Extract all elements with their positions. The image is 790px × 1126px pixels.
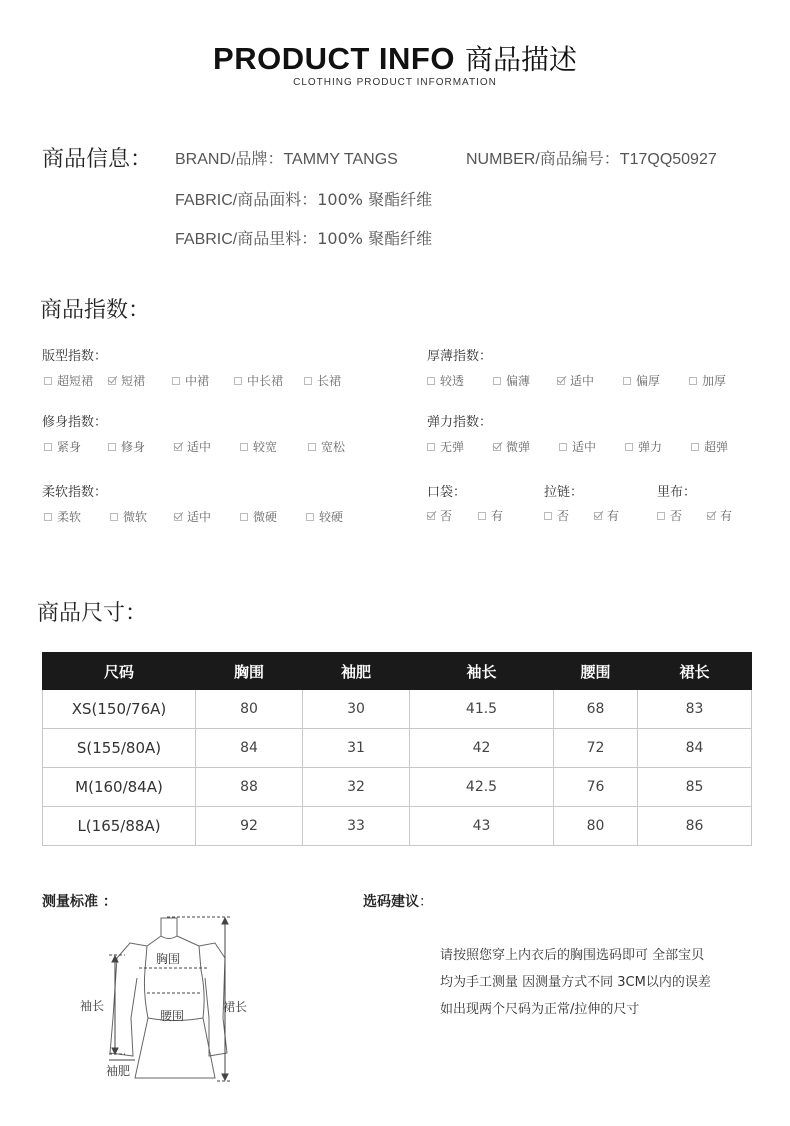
checkbox-icon[interactable] — [304, 377, 312, 385]
index-options — [427, 438, 751, 455]
waist-label: 腰围 — [160, 1009, 185, 1023]
checkbox-icon[interactable] — [108, 443, 116, 451]
checkbox-icon[interactable] — [240, 513, 248, 521]
size-cell: L(165/88A) — [43, 807, 196, 846]
index-option-label: 修身 — [121, 440, 146, 454]
index-label: 柔软指数： — [42, 485, 108, 500]
column-header: 袖肥 — [303, 653, 410, 690]
index-option-label: 超短裙 — [57, 374, 94, 388]
checkbox-icon[interactable] — [623, 377, 631, 385]
measure-cell: 42.5 — [410, 768, 554, 807]
checkbox-icon[interactable] — [427, 443, 435, 451]
indices-heading: 商品指数： — [40, 298, 151, 323]
sizes-heading: 商品尺寸： — [37, 601, 148, 626]
index-option[interactable] — [689, 372, 749, 389]
index-option[interactable] — [478, 507, 518, 524]
checked-box-icon[interactable] — [557, 377, 565, 385]
index-option-label: 柔软 — [57, 510, 82, 524]
checked-box-icon[interactable] — [174, 443, 182, 451]
number-line — [466, 146, 717, 169]
index-option[interactable] — [493, 372, 557, 389]
fabric-label: 商品面料： — [237, 190, 318, 209]
index-label: 版型指数： — [42, 349, 108, 364]
measure-cell: 68 — [554, 690, 638, 729]
measure-heading: 测量标准 ： — [42, 894, 117, 910]
checkbox-icon[interactable] — [478, 512, 486, 520]
index-option[interactable] — [707, 507, 747, 524]
measure-cell: 80 — [196, 690, 303, 729]
measure-cell: 33 — [303, 807, 410, 846]
checkbox-icon[interactable] — [308, 443, 316, 451]
index-option[interactable] — [657, 507, 707, 524]
index-option[interactable] — [594, 507, 634, 524]
measure-cell: 88 — [196, 768, 303, 807]
index-option[interactable] — [174, 438, 240, 455]
index-option[interactable] — [234, 372, 304, 389]
index-option-label: 长裙 — [317, 374, 342, 388]
index-option-label: 有 — [607, 509, 620, 523]
title-en: PRODUCT INFO — [213, 41, 455, 76]
index-label: 修身指数： — [42, 415, 108, 430]
checkbox-icon[interactable] — [559, 443, 567, 451]
index-options — [427, 372, 749, 389]
checked-box-icon[interactable] — [594, 512, 602, 520]
arrow-up-icon — [222, 918, 228, 924]
checkbox-icon[interactable] — [657, 512, 665, 520]
index-label: 里布： — [657, 485, 697, 500]
size-table — [42, 652, 752, 846]
number-value: T17QQ50927 — [619, 151, 717, 168]
column-header: 裙长 — [638, 653, 752, 690]
info-heading: 商品信息： — [42, 147, 153, 172]
lining-value: 100% 聚酯纤维 — [317, 229, 433, 248]
index-options — [544, 507, 634, 524]
fabric-line — [175, 187, 432, 210]
measure-cell: 31 — [303, 729, 410, 768]
index-option-label: 中长裙 — [247, 374, 284, 388]
advice-heading — [363, 891, 433, 911]
measure-cell: 43 — [410, 807, 554, 846]
title-cn: 商品描述 — [464, 43, 577, 76]
index-label: 拉链： — [544, 485, 584, 500]
index-option-label: 有 — [720, 509, 733, 523]
table-row — [43, 768, 752, 807]
index-option-label: 适中 — [570, 374, 595, 388]
measure-cell: 30 — [303, 690, 410, 729]
index-option-label: 否 — [440, 509, 453, 523]
page-subtitle: CLOTHING PRODUCT INFORMATION — [293, 77, 497, 88]
checkbox-icon[interactable] — [44, 443, 52, 451]
index-options — [657, 507, 747, 524]
brand-label: 品牌： — [235, 149, 284, 168]
column-header: 腰围 — [554, 653, 638, 690]
index-options — [44, 372, 364, 389]
index-option[interactable] — [427, 507, 478, 524]
table-row — [43, 807, 752, 846]
advice-line: 请按照您穿上内衣后的胸围选码即可 全部宝贝 — [440, 948, 705, 963]
index-option[interactable] — [108, 372, 172, 389]
checkbox-icon[interactable] — [44, 513, 52, 521]
column-header: 胸围 — [196, 653, 303, 690]
index-option[interactable] — [110, 508, 174, 525]
checkbox-icon[interactable] — [427, 377, 435, 385]
index-option-label: 较透 — [440, 374, 465, 388]
measure-cell: 32 — [303, 768, 410, 807]
checked-box-icon[interactable] — [108, 377, 116, 385]
table-row — [43, 729, 752, 768]
size-table-header — [43, 653, 752, 690]
column-header: 袖长 — [410, 653, 554, 690]
index-options — [44, 508, 366, 525]
checkbox-icon[interactable] — [544, 512, 552, 520]
index-option[interactable] — [308, 438, 368, 455]
index-option-label: 弹力 — [638, 440, 663, 454]
advice-heading-colon: ： — [419, 894, 433, 910]
index-option[interactable] — [493, 438, 559, 455]
index-option-label: 超弹 — [704, 440, 729, 454]
fabric-key: FABRIC/ — [175, 192, 238, 209]
lining-key: FABRIC/ — [175, 231, 238, 248]
checkbox-icon[interactable] — [44, 377, 52, 385]
index-option[interactable] — [172, 372, 234, 389]
size-cell: XS(150/76A) — [43, 690, 196, 729]
checkbox-icon[interactable] — [689, 377, 697, 385]
advice-heading-text: 选码建议 — [363, 894, 419, 910]
measure-cell: 84 — [638, 729, 752, 768]
advice-line: 如出现两个尺码为正常/拉伸的尺寸 — [440, 1002, 640, 1017]
brand-key: BRAND/ — [175, 151, 236, 168]
index-option[interactable] — [691, 438, 751, 455]
index-option[interactable] — [44, 508, 110, 525]
size-cell: S(155/80A) — [43, 729, 196, 768]
checkbox-icon[interactable] — [110, 513, 118, 521]
index-option[interactable] — [174, 508, 240, 525]
measure-cell: 86 — [638, 807, 752, 846]
index-options — [427, 507, 518, 524]
index-option-label: 否 — [557, 509, 570, 523]
measure-cell: 72 — [554, 729, 638, 768]
index-option-label: 中裙 — [185, 374, 210, 388]
index-label: 弹力指数： — [427, 415, 493, 430]
index-option[interactable] — [44, 438, 108, 455]
index-option[interactable] — [623, 372, 689, 389]
size-cell: M(160/84A) — [43, 768, 196, 807]
index-option-label: 适中 — [572, 440, 597, 454]
sleeve-width-label: 袖肥 — [106, 1064, 131, 1078]
index-option-label: 微弹 — [506, 440, 531, 454]
index-option[interactable] — [304, 372, 364, 389]
checked-box-icon[interactable] — [427, 512, 435, 520]
brand-line — [175, 146, 398, 169]
measure-cell: 83 — [638, 690, 752, 729]
checkbox-icon[interactable] — [306, 513, 314, 521]
index-option-label: 微软 — [123, 510, 148, 524]
index-option-label: 较宽 — [253, 440, 278, 454]
index-option[interactable] — [625, 438, 691, 455]
index-option-label: 偏厚 — [636, 374, 661, 388]
index-option-label: 加厚 — [702, 374, 727, 388]
index-label: 口袋： — [427, 485, 467, 500]
measure-cell: 80 — [554, 807, 638, 846]
checked-box-icon[interactable] — [707, 512, 715, 520]
checkbox-icon[interactable] — [691, 443, 699, 451]
index-option-label: 宽松 — [321, 440, 346, 454]
index-option[interactable] — [544, 507, 594, 524]
measure-cell: 42 — [410, 729, 554, 768]
index-option-label: 紧身 — [57, 440, 82, 454]
checkbox-icon[interactable] — [625, 443, 633, 451]
advice-line: 均为手工测量 因测量方式不同 3CM以内的误差 — [440, 975, 711, 990]
index-option-label: 适中 — [187, 440, 212, 454]
brand-value: TAMMY TANGS — [283, 151, 398, 168]
index-options — [44, 438, 368, 455]
lining-label: 商品里料： — [237, 229, 318, 248]
index-option-label: 微硬 — [253, 510, 278, 524]
index-option-label: 否 — [670, 509, 683, 523]
chest-label: 胸围 — [156, 952, 181, 966]
lining-line — [175, 226, 432, 249]
index-label: 厚薄指数： — [427, 349, 493, 364]
index-option[interactable] — [108, 438, 174, 455]
index-option-label: 短裙 — [121, 374, 146, 388]
number-key: NUMBER/ — [466, 151, 540, 168]
index-option[interactable] — [559, 438, 625, 455]
index-option[interactable] — [427, 438, 493, 455]
index-option-label: 偏薄 — [506, 374, 531, 388]
checked-box-icon[interactable] — [493, 443, 501, 451]
index-option[interactable] — [240, 438, 308, 455]
index-option-label: 较硬 — [319, 510, 344, 524]
index-option-label: 适中 — [187, 510, 212, 524]
column-header: 尺码 — [43, 653, 196, 690]
index-option[interactable] — [557, 372, 623, 389]
checked-box-icon[interactable] — [174, 513, 182, 521]
number-label: 商品编号： — [539, 149, 620, 168]
arrow-down-icon — [222, 1074, 228, 1080]
table-row — [43, 690, 752, 729]
index-option[interactable] — [240, 508, 306, 525]
measure-cell: 85 — [638, 768, 752, 807]
collar-shape — [161, 918, 177, 939]
page-title — [0, 38, 790, 78]
index-option[interactable] — [306, 508, 366, 525]
measure-cell: 41.5 — [410, 690, 554, 729]
checkbox-icon[interactable] — [234, 377, 242, 385]
checkbox-icon[interactable] — [493, 377, 501, 385]
index-option-label: 无弹 — [440, 440, 465, 454]
measure-cell: 92 — [196, 807, 303, 846]
skirt-length-label: 裙长 — [223, 1000, 248, 1014]
measure-cell: 84 — [196, 729, 303, 768]
index-option-label: 有 — [491, 509, 504, 523]
sleeve-length-label: 袖长 — [80, 999, 105, 1013]
index-option[interactable] — [427, 372, 493, 389]
fabric-value: 100% 聚酯纤维 — [317, 190, 433, 209]
checkbox-icon[interactable] — [240, 443, 248, 451]
checkbox-icon[interactable] — [172, 377, 180, 385]
index-option[interactable] — [44, 372, 108, 389]
measure-cell: 76 — [554, 768, 638, 807]
